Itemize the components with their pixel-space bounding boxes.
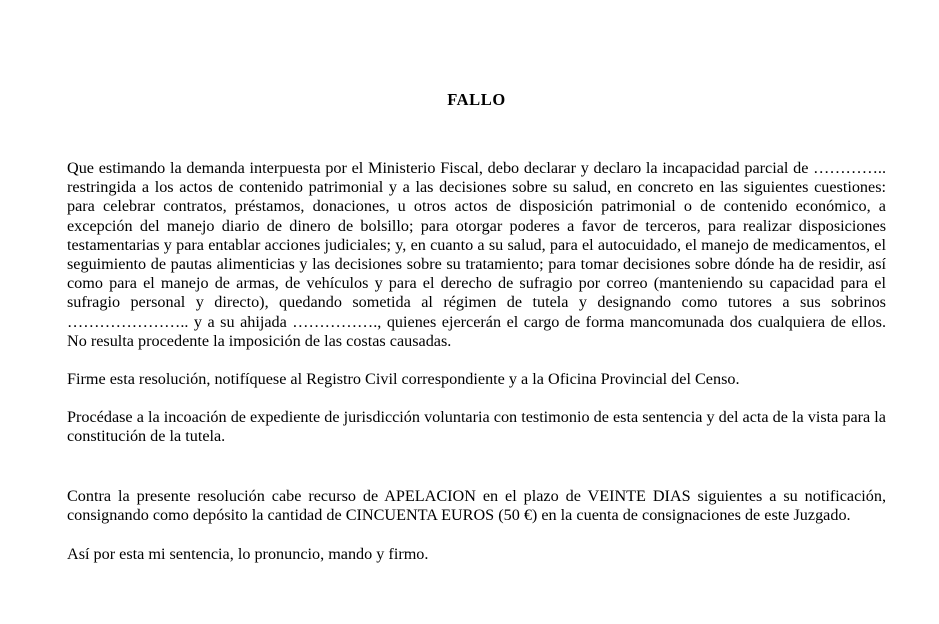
paragraph-spacer xyxy=(67,351,886,370)
paragraph-notification: Firme esta resolución, notifíquese al Registro Civil correspondiente y a la Oficina Provincial del Censo. xyxy=(67,370,740,389)
paragraph-spacer xyxy=(67,389,886,408)
paragraph-voluntary-jurisdiction: Procédase a la incoación de expediente de jurisdicción voluntaria con testimonio de esta sentencia y del acta de la vista para la constitución de la tutela. xyxy=(67,408,886,446)
paragraph-appeal-notice: Contra la presente resolución cabe recurso de APELACION en el plazo de VEINTE DIAS siguientes a su notificación, consignando como depósito la cantidad de CINCUENTA EUROS (50 €) en la cuenta de consignaciones de este Juzgado. xyxy=(67,486,886,524)
title-body-spacer xyxy=(67,109,886,159)
paragraph-ruling-main: Que estimando la demanda interpuesta por el Ministerio Fiscal, debo declarar y declaro la incapacidad parcial de ………….. restringida a los actos de contenido patrimonial y a las decisiones sobre su salud, en concreto en las siguientes cuestiones: para celebrar contratos, préstamos, donaciones, u otros actos de disposición patrimonial o de contenido económico, a excepción del manejo diario de dinero de bolsillo; para otorgar poderes a favor de terceros, para realizar disposiciones testamentarias y para entablar acciones judiciales; y, en cuanto a su salud, para el autocuidado, el manejo de medicamentos, el seguimiento de pautas alimenticias y las decisiones sobre su tratamiento; para tomar decisiones sobre dónde ha de residir, así como para el manejo de armas, de vehículos y para el derecho de sufragio por correo (manteniendo su capacidad para el sufragio personal y directo), quedando sometida al régimen de tutela y designando como tutores a sus sobrinos ………………….. y a su ahijada ……………., quienes ejercerán el cargo de forma mancomunada dos cualquiera de ellos. No resulta procedente la imposición de las costas causadas. xyxy=(67,159,886,350)
page-title: FALLO xyxy=(447,90,506,109)
document-body xyxy=(67,0,886,564)
paragraph-spacer-large xyxy=(67,447,886,487)
paragraph-spacer xyxy=(67,525,886,545)
paragraph-closing-formula: Así por esta mi sentencia, lo pronuncio, mando y firmo. xyxy=(67,545,429,564)
